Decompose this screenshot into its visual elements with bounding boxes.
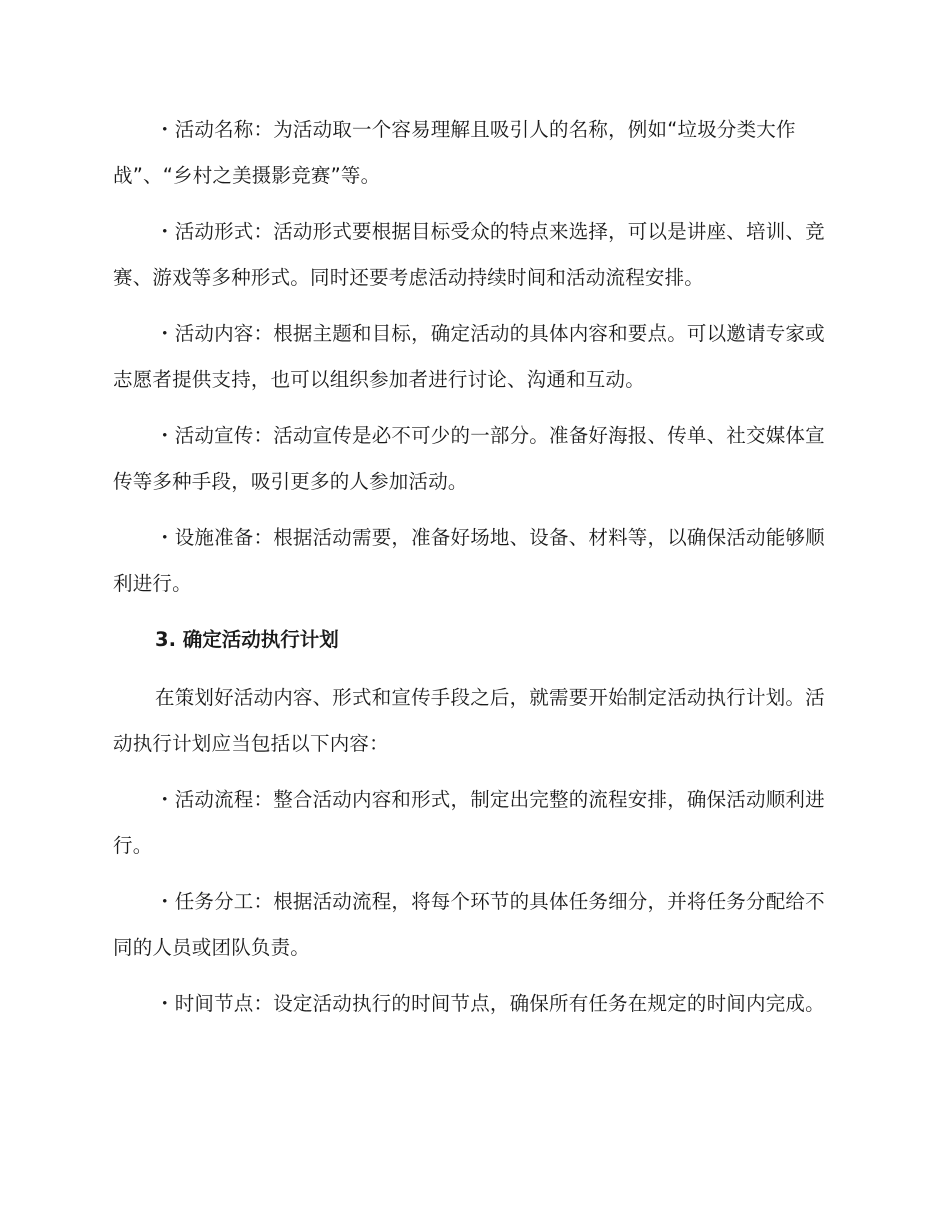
bullet-activity-format: ・活动形式：活动形式要根据目标受众的特点来选择，可以是讲座、培训、竞赛、游戏等多种形式。同时还要考虑活动持续时间和活动流程安排。 <box>113 220 825 289</box>
bullet-activity-promotion: ・活动宣传：活动宣传是必不可少的一部分。准备好海报、传单、社交媒体宣传等多种手段，吸引更多的人参加活动。 <box>113 424 825 493</box>
bullet-facility-preparation: ・设施准备：根据活动需要，准备好场地、设备、材料等，以确保活动能够顺利进行。 <box>113 526 825 595</box>
bullet-activity-content: ・活动内容：根据主题和目标，确定活动的具体内容和要点。可以邀请专家或志愿者提供支持，也可以组织参加者进行讨论、沟通和互动。 <box>113 322 825 391</box>
bullet-activity-name: ・活动名称：为活动取一个容易理解且吸引人的名称，例如“垃圾分类大作战”、“乡村之美摄影竞赛”等。 <box>113 118 796 187</box>
intro-paragraph: 在策划好活动内容、形式和宣传手段之后，就需要开始制定活动执行计划。活动执行计划应当包括以下内容： <box>113 686 825 755</box>
bullet-task-division: ・任务分工：根据活动流程，将每个环节的具体任务细分，并将任务分配给不同的人员或团队负责。 <box>113 890 825 959</box>
bullet-activity-process: ・活动流程：整合活动内容和形式，制定出完整的流程安排，确保活动顺利进行。 <box>113 788 825 857</box>
bullet-time-nodes: ・时间节点：设定活动执行的时间节点，确保所有任务在规定的时间内完成。 <box>155 992 825 1015</box>
section-heading: 3. 确定活动执行计划 <box>155 628 339 651</box>
